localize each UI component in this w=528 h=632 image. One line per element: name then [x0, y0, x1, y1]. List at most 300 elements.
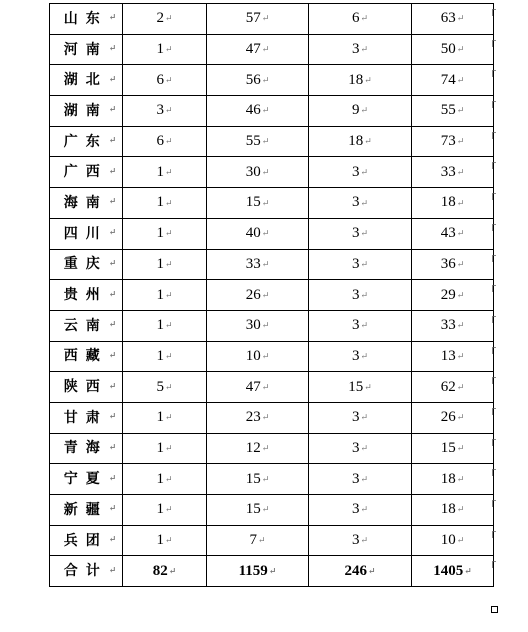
cell-value: 33	[440, 163, 456, 180]
value-cell-c1	[123, 402, 207, 433]
paragraph-mark: ↵	[456, 74, 465, 85]
cell-value: 1	[156, 409, 164, 426]
value-cell-c2	[207, 372, 309, 403]
total-label: 合计	[63, 563, 108, 580]
cell-value: 1	[156, 532, 164, 549]
value-cell-c3	[309, 34, 412, 65]
paragraph-mark: ↵	[360, 535, 369, 546]
cell-value: 3	[351, 41, 360, 58]
cell-value: 1	[156, 470, 164, 487]
paragraph-mark: ↵	[360, 166, 369, 177]
paragraph-mark: ↵	[261, 320, 270, 331]
cell-value: 1159	[238, 562, 268, 579]
value-cell-c3	[309, 65, 412, 96]
paragraph-mark: ↵	[360, 258, 369, 269]
table-row	[50, 433, 494, 464]
value-cell-c1	[123, 126, 207, 157]
cell-value: 1	[156, 439, 164, 456]
paragraph-mark: ↵	[164, 105, 173, 116]
table-row	[50, 525, 494, 556]
cell-value: 1	[156, 501, 164, 518]
region-name: 湖南	[63, 102, 108, 119]
paragraph-mark: ↵	[261, 412, 270, 423]
cell-value: 5	[156, 378, 164, 395]
value-cell-c1	[123, 65, 207, 96]
paragraph-mark: ↵	[108, 13, 117, 24]
paragraph-mark: ↵	[257, 535, 266, 546]
paragraph-mark: ↵	[464, 565, 472, 576]
cell-value: 62	[440, 378, 456, 395]
paragraph-mark: ↵	[456, 13, 465, 24]
value-cell-c3	[309, 341, 412, 372]
paragraph-mark: ↵	[261, 473, 270, 484]
paragraph-mark: ↵	[456, 258, 465, 269]
cell-value: 3	[351, 225, 360, 242]
paragraph-mark: ↵	[261, 289, 270, 300]
cell-value: 33	[245, 255, 261, 272]
region-cell	[50, 433, 123, 464]
paragraph-mark: ↵	[108, 74, 117, 85]
paragraph-mark: ↵	[456, 473, 465, 484]
paragraph-mark: ↵	[360, 504, 369, 515]
cell-value: 3	[351, 317, 360, 334]
value-cell-c4	[412, 310, 494, 341]
cell-value: 1	[156, 255, 164, 272]
cell-value: 23	[245, 409, 261, 426]
row-end-mark	[492, 500, 496, 507]
row-end-mark	[492, 469, 496, 476]
paragraph-mark: ↵	[261, 44, 270, 55]
value-cell-c1	[123, 188, 207, 219]
paragraph-mark: ↵	[108, 228, 117, 239]
row-end-mark	[492, 255, 496, 262]
paragraph-mark: ↵	[261, 136, 270, 147]
paragraph-mark: ↵	[360, 228, 369, 239]
table-row	[50, 280, 494, 311]
region-cell	[50, 65, 123, 96]
cell-value: 18	[440, 194, 456, 211]
cell-value: 15	[245, 194, 261, 211]
cell-value: 3	[351, 163, 360, 180]
cell-value: 57	[245, 10, 261, 27]
paragraph-mark: ↵	[261, 228, 270, 239]
cell-value: 6	[351, 10, 360, 27]
value-cell-c2	[207, 34, 309, 65]
table-row	[50, 65, 494, 96]
cell-value: 30	[245, 317, 261, 334]
region-cell	[50, 188, 123, 219]
value-cell-c3	[309, 372, 412, 403]
cell-value: 26	[440, 409, 456, 426]
value-cell-c4	[412, 495, 494, 526]
row-end-mark	[492, 224, 496, 231]
paragraph-mark: ↵	[108, 320, 117, 331]
value-cell-c2	[207, 188, 309, 219]
value-cell-c4	[412, 4, 494, 35]
paragraph-mark: ↵	[360, 197, 369, 208]
cell-value: 1	[156, 347, 164, 364]
paragraph-mark: ↵	[261, 350, 270, 361]
paragraph-mark: ↵	[456, 443, 465, 454]
value-cell-c3	[309, 188, 412, 219]
value-cell-c4	[412, 402, 494, 433]
region-name: 四川	[63, 225, 108, 242]
paragraph-mark: ↵	[364, 136, 372, 147]
cell-value: 1	[156, 317, 164, 334]
value-cell-c4	[412, 188, 494, 219]
cell-value: 3	[351, 532, 360, 549]
value-cell-c1	[123, 556, 207, 587]
table-row	[50, 402, 494, 433]
row-end-mark	[492, 439, 496, 446]
cell-value: 50	[440, 41, 456, 58]
region-name: 河南	[63, 41, 108, 58]
cell-value: 15	[245, 470, 261, 487]
table-row	[50, 218, 494, 249]
cell-value: 18	[440, 501, 456, 518]
paragraph-mark: ↵	[360, 320, 369, 331]
cell-value: 43	[440, 225, 456, 242]
paragraph-mark: ↵	[164, 13, 173, 24]
value-cell-c2	[207, 402, 309, 433]
table-row	[50, 495, 494, 526]
row-end-mark	[492, 285, 496, 292]
value-cell-c2	[207, 4, 309, 35]
cell-value: 40	[245, 225, 261, 242]
cell-value: 3	[351, 470, 360, 487]
paragraph-mark: ↵	[456, 320, 465, 331]
cell-value: 6	[156, 133, 164, 150]
table-row	[50, 310, 494, 341]
cell-value: 30	[245, 163, 261, 180]
region-name: 新疆	[63, 501, 108, 518]
table-row	[50, 464, 494, 495]
paragraph-mark: ↵	[360, 412, 369, 423]
value-cell-c3	[309, 556, 412, 587]
region-name: 兵团	[63, 532, 108, 549]
cell-value: 3	[351, 286, 360, 303]
table-body	[50, 4, 494, 587]
value-cell-c2	[207, 218, 309, 249]
cell-value: 15	[348, 378, 364, 395]
cell-value: 18	[348, 71, 364, 88]
region-cell	[50, 402, 123, 433]
paragraph-mark: ↵	[261, 197, 270, 208]
region-name: 青海	[63, 440, 108, 457]
value-cell-c1	[123, 433, 207, 464]
paragraph-mark: ↵	[164, 258, 173, 269]
row-end-mark	[492, 70, 496, 77]
data-table	[49, 3, 494, 587]
cell-value: 29	[440, 286, 456, 303]
value-cell-c4	[412, 34, 494, 65]
region-cell	[50, 495, 123, 526]
value-cell-c2	[207, 310, 309, 341]
value-cell-c2	[207, 525, 309, 556]
paragraph-mark: ↵	[261, 443, 270, 454]
row-end-mark	[492, 101, 496, 108]
value-cell-c3	[309, 310, 412, 341]
row-end-mark	[492, 40, 496, 47]
paragraph-mark: ↵	[164, 166, 173, 177]
table-row	[50, 34, 494, 65]
value-cell-c4	[412, 525, 494, 556]
paragraph-mark: ↵	[456, 350, 465, 361]
cell-value: 1	[156, 194, 164, 211]
value-cell-c1	[123, 495, 207, 526]
value-cell-c1	[123, 249, 207, 280]
paragraph-mark: ↵	[108, 105, 117, 116]
paragraph-mark: ↵	[108, 565, 117, 576]
cell-value: 1405	[433, 562, 464, 579]
region-name: 广西	[63, 164, 108, 181]
cell-value: 3	[351, 501, 360, 518]
region-name: 贵州	[63, 287, 108, 304]
region-name: 海南	[63, 194, 108, 211]
region-name: 甘肃	[63, 409, 108, 426]
region-cell	[50, 218, 123, 249]
paragraph-mark: ↵	[360, 105, 369, 116]
cell-value: 7	[249, 532, 257, 549]
value-cell-c2	[207, 65, 309, 96]
region-name: 陕西	[63, 379, 108, 396]
cell-value: 33	[440, 317, 456, 334]
cell-value: 18	[348, 133, 364, 150]
cell-value: 12	[245, 439, 261, 456]
row-end-mark	[492, 347, 496, 354]
region-cell	[50, 525, 123, 556]
value-cell-c3	[309, 525, 412, 556]
region-cell	[50, 341, 123, 372]
paragraph-mark: ↵	[360, 13, 369, 24]
cell-value: 13	[440, 347, 456, 364]
value-cell-c4	[412, 433, 494, 464]
value-cell-c3	[309, 218, 412, 249]
total-row	[50, 556, 494, 587]
paragraph-mark: ↵	[164, 320, 173, 331]
cell-value: 63	[440, 10, 456, 27]
cell-value: 18	[440, 470, 456, 487]
cell-value: 15	[245, 501, 261, 518]
paragraph-mark: ↵	[108, 473, 117, 484]
paragraph-mark: ↵	[164, 504, 173, 515]
region-name: 云南	[63, 317, 108, 334]
paragraph-mark: ↵	[456, 44, 465, 55]
paragraph-mark: ↵	[164, 535, 173, 546]
region-cell	[50, 464, 123, 495]
value-cell-c4	[412, 65, 494, 96]
paragraph-mark: ↵	[360, 443, 369, 454]
paragraph-mark: ↵	[360, 289, 369, 300]
region-cell	[50, 310, 123, 341]
cell-value: 1	[156, 286, 164, 303]
paragraph-mark: ↵	[456, 289, 465, 300]
cell-value: 47	[245, 378, 261, 395]
value-cell-c3	[309, 126, 412, 157]
paragraph-mark: ↵	[108, 442, 117, 453]
value-cell-c3	[309, 4, 412, 35]
value-cell-c4	[412, 126, 494, 157]
paragraph-mark: ↵	[108, 412, 117, 423]
paragraph-mark: ↵	[456, 535, 465, 546]
paragraph-mark: ↵	[364, 74, 372, 85]
paragraph-mark: ↵	[456, 504, 465, 515]
cell-value: 1	[156, 163, 164, 180]
row-end-mark	[492, 162, 496, 169]
paragraph-mark: ↵	[367, 565, 376, 576]
cell-value: 74	[440, 71, 456, 88]
total-label-cell	[50, 556, 123, 587]
value-cell-c1	[123, 525, 207, 556]
region-cell	[50, 126, 123, 157]
table-row	[50, 372, 494, 403]
value-cell-c2	[207, 249, 309, 280]
row-end-mark	[492, 9, 496, 16]
value-cell-c1	[123, 96, 207, 127]
value-cell-c2	[207, 556, 309, 587]
cell-value: 3	[351, 194, 360, 211]
paragraph-mark: ↵	[164, 197, 173, 208]
row-end-mark	[492, 561, 496, 568]
cell-value: 3	[351, 439, 360, 456]
value-cell-c4	[412, 280, 494, 311]
cell-value: 3	[351, 255, 360, 272]
paragraph-mark: ↵	[164, 443, 173, 454]
paragraph-mark: ↵	[360, 473, 369, 484]
cell-value: 55	[440, 102, 456, 119]
region-name: 山东	[63, 10, 108, 27]
cell-value: 47	[245, 41, 261, 58]
region-name: 湖北	[63, 72, 108, 89]
paragraph-mark: ↵	[261, 504, 270, 515]
value-cell-c4	[412, 464, 494, 495]
cell-value: 9	[351, 102, 360, 119]
table-row	[50, 188, 494, 219]
paragraph-mark: ↵	[164, 228, 173, 239]
value-cell-c4	[412, 157, 494, 188]
paragraph-mark: ↵	[108, 197, 117, 208]
value-cell-c3	[309, 280, 412, 311]
region-cell	[50, 280, 123, 311]
cell-value: 1	[156, 225, 164, 242]
cell-value: 246	[344, 562, 367, 579]
paragraph-mark: ↵	[108, 136, 117, 147]
cell-value: 6	[156, 71, 164, 88]
value-cell-c2	[207, 433, 309, 464]
value-cell-c3	[309, 495, 412, 526]
paragraph-mark: ↵	[108, 258, 117, 269]
value-cell-c1	[123, 372, 207, 403]
paragraph-mark: ↵	[164, 412, 173, 423]
paragraph-mark: ↵	[360, 44, 369, 55]
region-name: 西藏	[63, 348, 108, 365]
cell-value: 3	[351, 409, 360, 426]
paragraph-mark: ↵	[456, 197, 465, 208]
cell-value: 10	[245, 347, 261, 364]
value-cell-c1	[123, 218, 207, 249]
value-cell-c1	[123, 341, 207, 372]
value-cell-c3	[309, 96, 412, 127]
region-cell	[50, 372, 123, 403]
paragraph-mark: ↵	[456, 228, 465, 239]
row-end-mark	[492, 316, 496, 323]
region-cell	[50, 4, 123, 35]
cell-value: 56	[245, 71, 261, 88]
row-end-mark	[492, 531, 496, 538]
paragraph-mark: ↵	[268, 565, 277, 576]
paragraph-mark: ↵	[456, 105, 465, 116]
paragraph-mark: ↵	[164, 473, 173, 484]
cell-value: 26	[245, 286, 261, 303]
region-cell	[50, 96, 123, 127]
paragraph-mark: ↵	[456, 166, 465, 177]
paragraph-mark: ↵	[108, 535, 117, 546]
table-row	[50, 157, 494, 188]
value-cell-c3	[309, 157, 412, 188]
paragraph-mark: ↵	[456, 412, 465, 423]
cell-value: 73	[440, 133, 456, 150]
paragraph-mark: ↵	[108, 166, 117, 177]
value-cell-c2	[207, 280, 309, 311]
value-cell-c4	[412, 249, 494, 280]
value-cell-c1	[123, 34, 207, 65]
cell-value: 10	[440, 532, 456, 549]
cell-value: 55	[245, 133, 261, 150]
region-cell	[50, 34, 123, 65]
cell-value: 82	[152, 562, 168, 579]
paragraph-mark: ↵	[261, 74, 270, 85]
value-cell-c1	[123, 310, 207, 341]
region-cell	[50, 249, 123, 280]
table-row	[50, 126, 494, 157]
paragraph-mark: ↵	[108, 504, 117, 515]
region-name: 广东	[63, 133, 108, 150]
value-cell-c2	[207, 341, 309, 372]
value-cell-c3	[309, 249, 412, 280]
value-cell-c1	[123, 157, 207, 188]
value-cell-c4	[412, 96, 494, 127]
paragraph-mark: ↵	[261, 381, 270, 392]
cell-value: 46	[245, 102, 261, 119]
cell-value: 2	[156, 10, 164, 27]
value-cell-c1	[123, 280, 207, 311]
paragraph-mark: ↵	[164, 350, 173, 361]
paragraph-mark: ↵	[261, 166, 270, 177]
row-end-mark	[492, 193, 496, 200]
table-row	[50, 96, 494, 127]
region-name: 宁夏	[63, 471, 108, 488]
value-cell-c4	[412, 341, 494, 372]
paragraph-mark: ↵	[456, 381, 465, 392]
paragraph-mark: ↵	[108, 381, 117, 392]
paragraph-mark: ↵	[261, 258, 270, 269]
cell-value: 15	[440, 439, 456, 456]
value-cell-c4	[412, 218, 494, 249]
row-end-mark	[492, 408, 496, 415]
value-cell-c4	[412, 372, 494, 403]
value-cell-c2	[207, 96, 309, 127]
paragraph-mark: ↵	[164, 289, 173, 300]
value-cell-c3	[309, 402, 412, 433]
row-end-mark	[492, 377, 496, 384]
value-cell-c2	[207, 495, 309, 526]
value-cell-c1	[123, 4, 207, 35]
value-cell-c2	[207, 126, 309, 157]
region-name: 重庆	[63, 256, 108, 273]
table-row	[50, 341, 494, 372]
region-cell	[50, 157, 123, 188]
paragraph-mark: ↵	[164, 44, 173, 55]
